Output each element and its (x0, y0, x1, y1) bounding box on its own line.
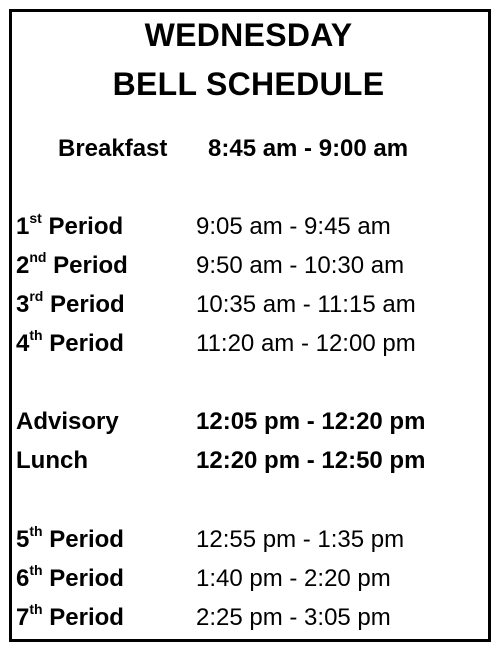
period-time: 11:20 am - 12:00 pm (196, 330, 416, 357)
advisory-time: 12:05 pm - 12:20 pm (196, 408, 426, 435)
period-time: 1:40 pm - 2:20 pm (196, 565, 391, 592)
period-label: 6th Period (16, 562, 124, 592)
advisory-label: Advisory (16, 408, 119, 435)
lunch-time: 12:20 pm - 12:50 pm (196, 447, 426, 474)
lunch-label: Lunch (16, 447, 88, 474)
title-line-1: WEDNESDAY (144, 17, 353, 53)
period-time: 9:05 am - 9:45 am (196, 213, 391, 240)
period-time: 10:35 am - 11:15 am (196, 291, 416, 318)
period-label: 2nd Period (16, 249, 128, 279)
period-time: 12:55 pm - 1:35 pm (196, 526, 405, 553)
period-label: 3rd Period (16, 288, 125, 318)
breakfast-time: 8:45 am - 9:00 am (208, 135, 409, 162)
period-label: 5th Period (16, 523, 124, 553)
breakfast-label: Breakfast (58, 135, 168, 162)
period-time: 2:25 pm - 3:05 pm (196, 604, 391, 631)
breakfast-row (58, 134, 408, 164)
title-line-2: BELL SCHEDULE (112, 66, 385, 102)
period-label: 7th Period (16, 601, 124, 631)
period-time: 9:50 am - 10:30 am (196, 252, 405, 279)
period-label: 4th Period (16, 327, 124, 357)
period-label: 1st Period (16, 210, 124, 240)
